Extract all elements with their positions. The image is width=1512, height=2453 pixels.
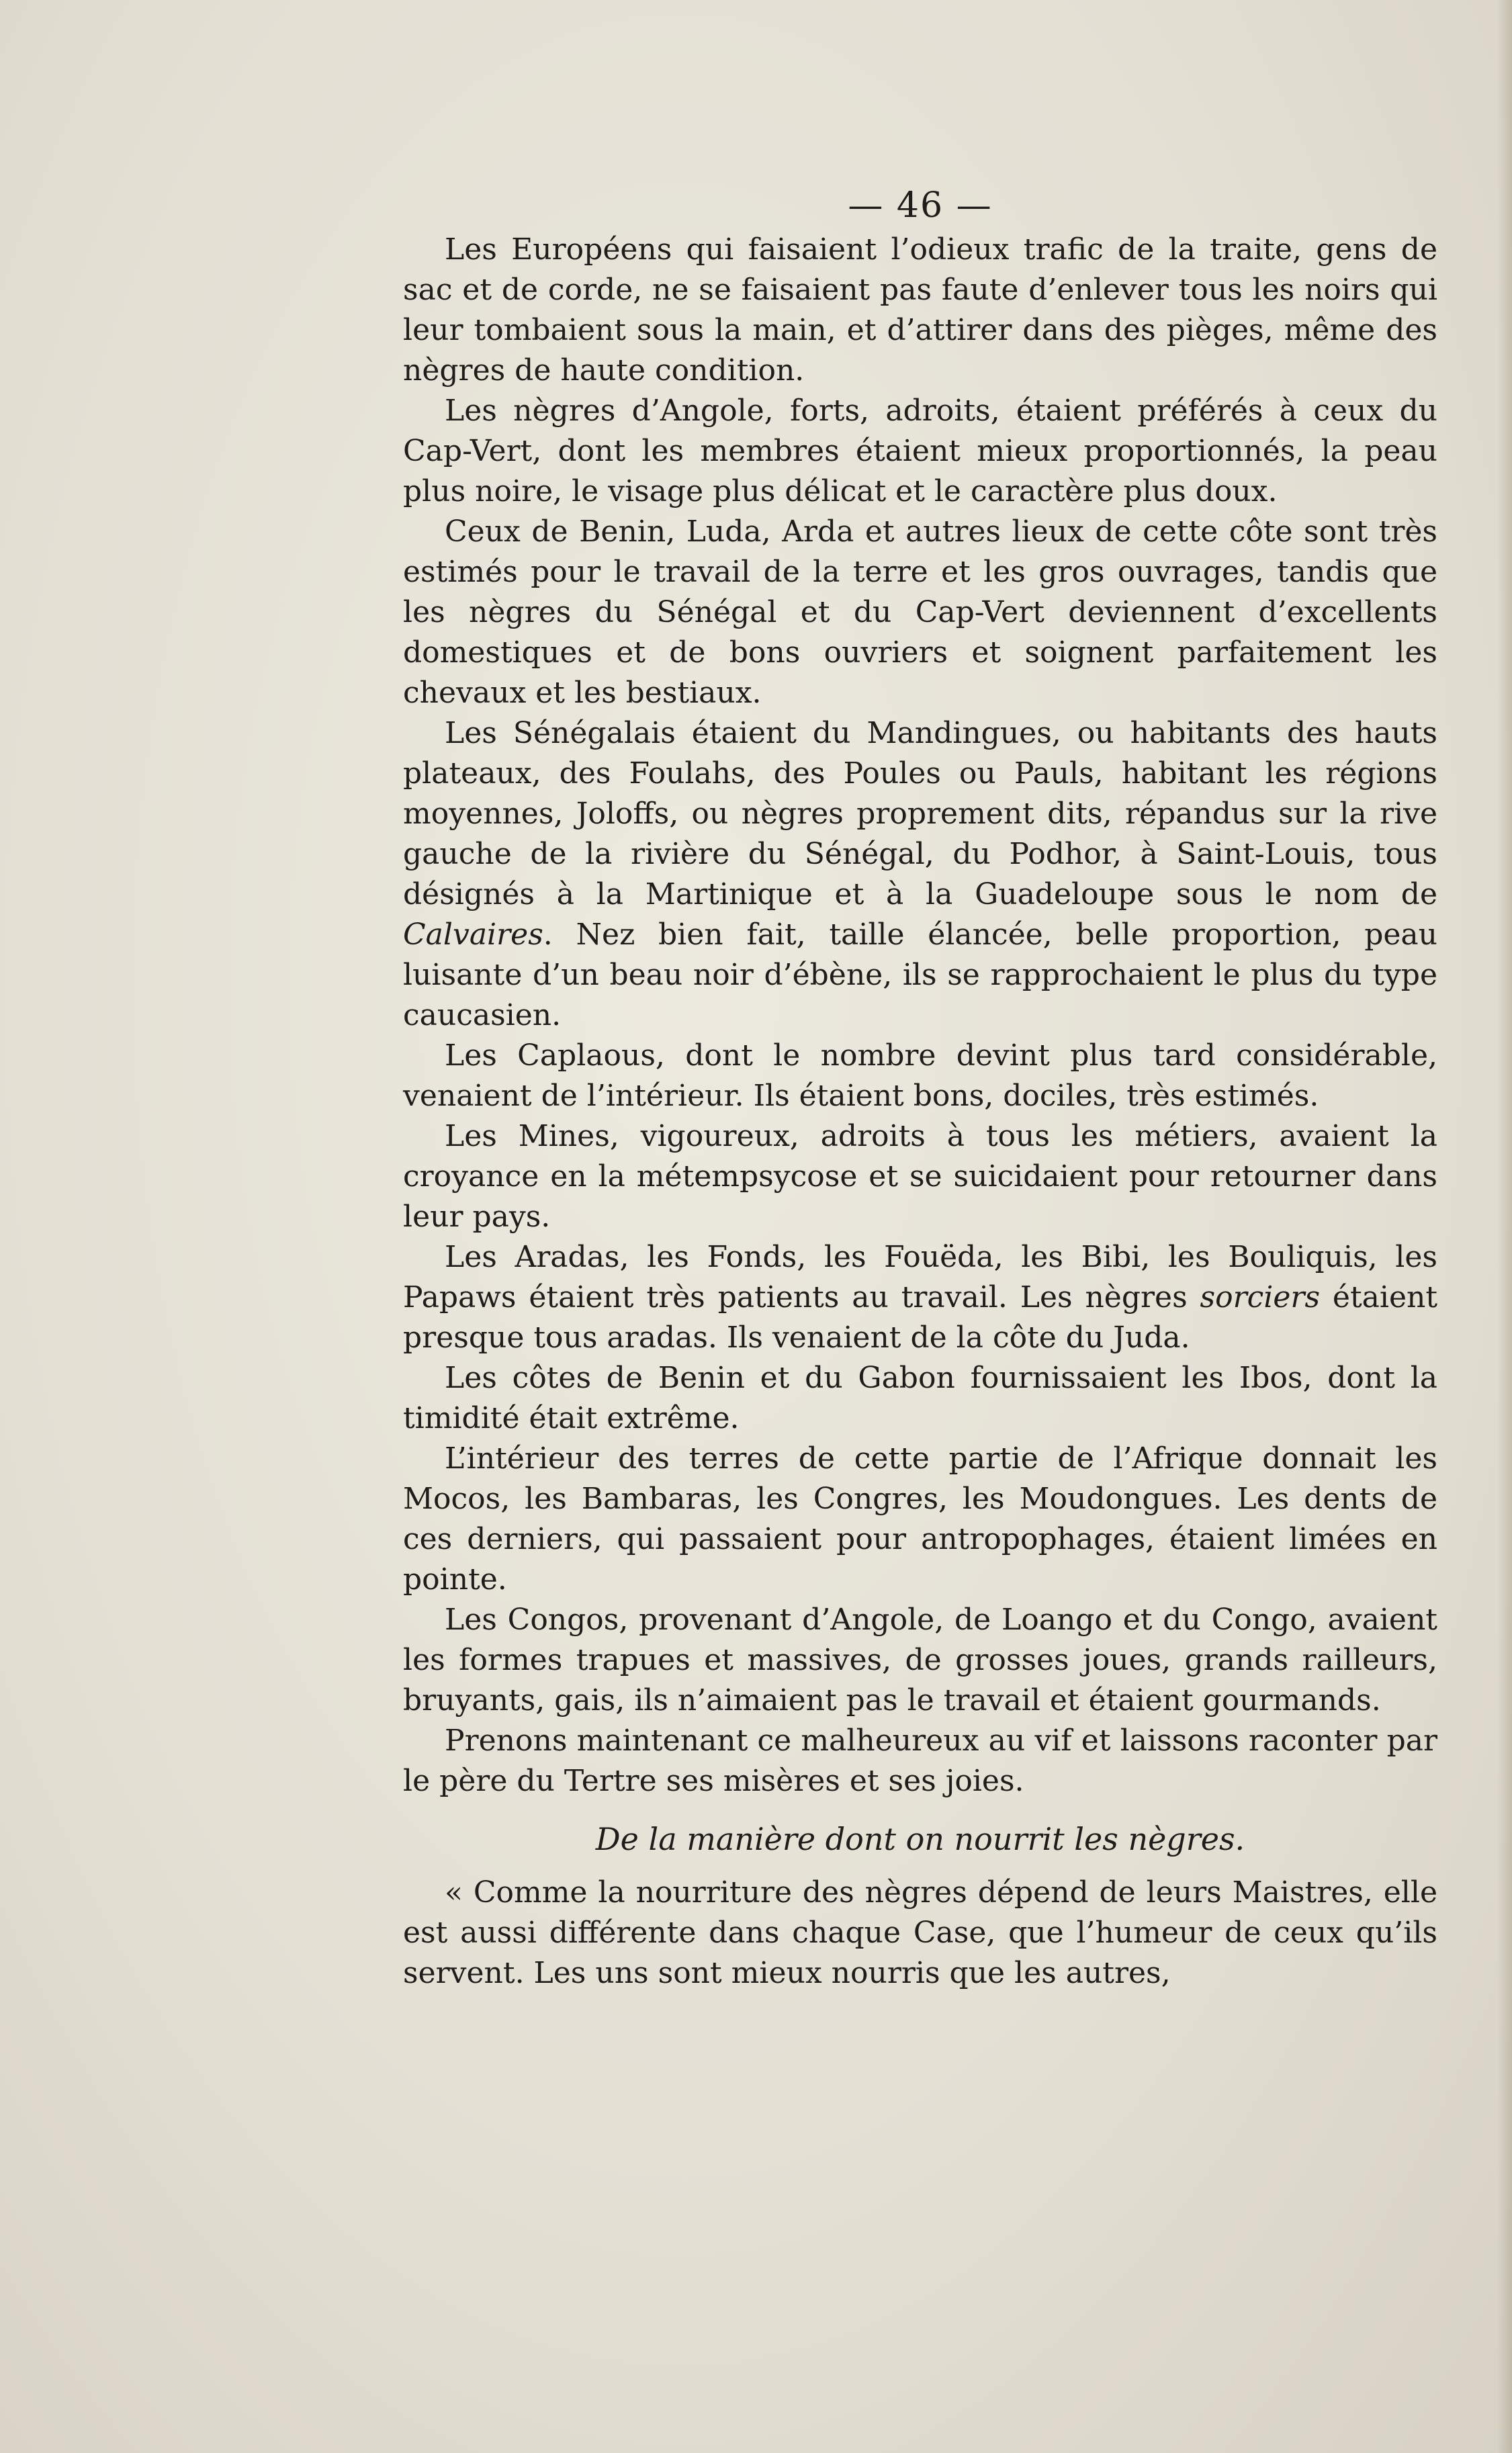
paragraph-4-text-a: Les Sénégalais étaient du Mandingues, ou habitants des hauts plateaux, des Foulahs, des Poules ou Pauls, habitant les régions moyennes, Joloffs, ou nègres proprement dits, répandus sur la rive gauche de la rivière du Sénégal, du Podhor, à Saint-Louis, tous désignés à la Martinique et à la Guadeloupe sous le nom de	[403, 716, 1437, 911]
paragraph-6: Les Mines, vigoureux, adroits à tous les métiers, avaient la croyance en la métempsycose et se suicidaient pour retourner dans leur pays.	[403, 1119, 1437, 1234]
paragraph-10: Les Congos, provenant d’Angole, de Loango et du Congo, avaient les formes trapues et massives, de grosses joues, grands railleurs, bruyants, gais, ils n’aimaient pas le travail et étaient gourmands.	[403, 1603, 1437, 1718]
paragraph-5: Les Caplaous, dont le nombre devint plus tard considérable, venaient de l’intérieur. Ils étaient bons, dociles, très estimés.	[403, 1038, 1437, 1113]
paragraph-2: Les nègres d’Angole, forts, adroits, étaient préférés à ceux du Cap-Vert, dont les membres étaient mieux proportionnés, la peau plus noire, le visage plus délicat et le caractère plus doux.	[403, 394, 1437, 508]
paragraph-8: Les côtes de Benin et du Gabon fournissaient les Ibos, dont la timidité était extrême.	[403, 1361, 1437, 1435]
paragraph-4-italic: Calvaires	[403, 918, 543, 952]
paragraph-7-italic: sorciers	[1200, 1280, 1321, 1314]
paragraph-9: L’intérieur des terres de cette partie de l’Afrique donnait les Mocos, les Bambaras, les Congres, les Moudongues. Les dents de ces derniers, qui passaient pour antropophages, étaient limées en pointe.	[403, 1441, 1437, 1597]
section-heading: De la manière dont on nourrit les nègres.	[595, 1821, 1245, 1857]
text-block	[403, 181, 1437, 1994]
paragraph-7	[403, 1237, 1437, 1358]
paragraph-4-text-b: . Nez bien fait, taille élancée, belle proportion, peau luisante d’un beau noir d’ébène, ils se rapprochaient le plus du type caucasien.	[403, 918, 1437, 1032]
paragraph-7-text-b: étaient presque tous aradas. Ils venaient de la côte du Juda.	[403, 1280, 1437, 1355]
page-edge-shadow	[1497, 0, 1512, 2453]
paragraph-11: Prenons maintenant ce malheureux au vif et laissons raconter par le père du Tertre ses misères et ses joies.	[403, 1724, 1437, 1798]
paragraph-final: « Comme la nourriture des nègres dépend de leurs Maistres, elle est aussi différente dans chaque Case, que l’humeur de ceux qu’ils servent. Les uns sont mieux nourris que les autres,	[403, 1875, 1437, 1990]
paragraph-3: Ceux de Benin, Luda, Arda et autres lieux de cette côte sont très estimés pour le travail de la terre et les gros ouvrages, tandis que les nègres du Sénégal et du Cap-Vert deviennent d’excellents domestiques et de bons ouvriers et soignent parfaitement les chevaux et les bestiaux.	[403, 515, 1437, 710]
paragraph-4	[403, 713, 1437, 1036]
paragraph-1: Les Européens qui faisaient l’odieux trafic de la traite, gens de sac et de corde, ne se faisaient pas faute d’enlever tous les noirs qui leur tombaient sous la main, et d’attirer dans des pièges, même des nègres de haute condition.	[403, 232, 1437, 388]
page-number: — 46 —	[848, 185, 993, 226]
paragraph-7-text-a: Les Aradas, les Fonds, les Fouëda, les Bibi, les Bouliquis, les Papaws étaient très patients au travail. Les nègres	[403, 1240, 1437, 1314]
